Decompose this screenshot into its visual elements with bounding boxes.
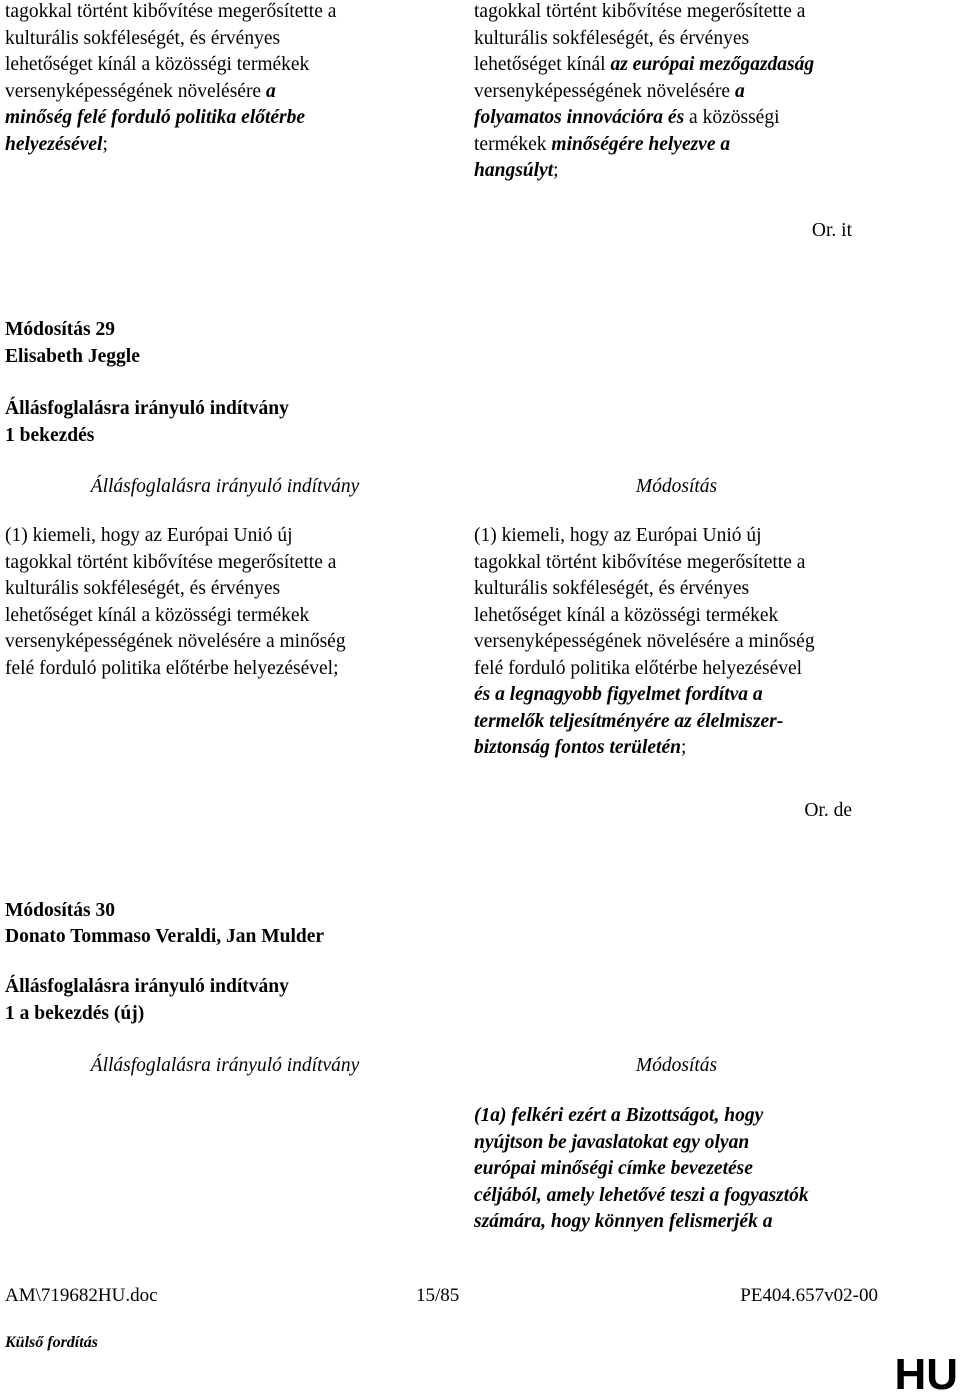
text-span-emph: minőségére helyezve a: [551, 133, 731, 155]
original-language-de: Or. de: [804, 800, 852, 821]
text-line: [474, 105, 944, 132]
amendment-author: Donato Tommaso Veraldi, Jan Mulder: [5, 926, 325, 947]
text-line: [474, 132, 944, 159]
text-line: [5, 79, 445, 106]
text-line: versenyképességének növelésére a minőség: [474, 631, 815, 652]
text-line-emph: (1a) felkéri ezért a Bizottságot, hogy: [474, 1105, 764, 1126]
column-header-amendment: Módosítás: [635, 1055, 718, 1076]
footer-page-number: 15/85: [416, 1285, 460, 1306]
text-line: tagokkal történt kibővítése megerősítette a: [474, 551, 806, 573]
footer-translation-note: Külső fordítás: [5, 1334, 98, 1351]
text-line: kulturális sokféleségét, és érvényes: [474, 578, 750, 599]
column-header-proposal: Állásfoglalásra irányuló indítvány: [90, 476, 360, 497]
text-span-emph: hangsúlyt: [474, 160, 554, 181]
text-line: lehetőséget kínál a közösségi termékek: [5, 54, 310, 75]
text-span: versenyképességének növelésére: [5, 80, 266, 102]
text-line: kulturális sokféleségét, és érvényes: [5, 578, 281, 599]
text-line: lehetőséget kínál a közösségi termékek: [474, 604, 779, 626]
text-line: lehetőséget kínál a közösségi termékek: [5, 604, 310, 626]
text-line: felé forduló politika előtérbe helyezésével;: [5, 657, 339, 679]
text-line: [474, 735, 944, 762]
paragraph-ref: 1 bekezdés: [5, 425, 95, 446]
text-span: a közösségi: [684, 107, 780, 128]
text-line: [5, 132, 445, 159]
paragraph-ref: 1 a bekezdés (új): [5, 1003, 145, 1024]
text-span-emph: a: [265, 80, 276, 102]
original-language-it: Or. it: [811, 220, 852, 241]
text-line: tagokkal történt kibővítése megerősítette a: [5, 1, 337, 22]
language-code: HU: [894, 1350, 958, 1399]
proposal-text: [5, 523, 445, 682]
text-span: versenyképességének növelésére: [474, 80, 735, 102]
text-line: [474, 79, 944, 106]
text-line: tagokkal történt kibővítése megerősítette a: [474, 1, 806, 22]
column-header-proposal: Állásfoglalásra irányuló indítvány: [90, 1055, 360, 1076]
text-span: termékek: [474, 133, 552, 155]
text-span-emph: az európai mezőgazdaság: [610, 54, 815, 75]
text-line: (1) kiemeli, hogy az Európai Unió új: [474, 525, 762, 546]
text-line-emph: termelők teljesítményére az élelmiszer-: [474, 710, 784, 732]
text-line-emph: és a legnagyobb figyelmet fordítva a: [474, 684, 763, 705]
text-line: kulturális sokféleségét, és érvényes: [5, 27, 281, 49]
text-span-emph: folyamatos innovációra és: [474, 107, 685, 128]
text-line-emph: európai minőségi címke bevezetése: [474, 1158, 753, 1179]
top-left-column: [5, 0, 445, 158]
footer-doc-ref: AM\719682HU.doc: [5, 1285, 158, 1306]
text-line-emph: számára, hogy könnyen felismerjék a: [474, 1211, 773, 1232]
amendment-number: Módosítás 29: [5, 319, 115, 340]
amendment-text: [474, 523, 944, 762]
text-span: ;: [680, 737, 687, 758]
top-right-column: [474, 0, 944, 185]
text-line: versenyképességének növelésére a minőség: [5, 631, 346, 652]
text-line: [474, 52, 944, 79]
text-line-emph: céljából, amely lehetővé teszi a fogyasztók: [474, 1184, 809, 1206]
text-line: tagokkal történt kibővítése megerősítette a: [5, 551, 337, 573]
document-type: Állásfoglalásra irányuló indítvány: [5, 976, 289, 997]
text-line-emph: minőség felé forduló politika előtérbe: [5, 107, 306, 128]
document-type: Állásfoglalásra irányuló indítvány: [5, 398, 289, 419]
column-header-amendment: Módosítás: [635, 476, 718, 497]
text-span-emph: biztonság fontos területén: [474, 737, 681, 758]
text-line: felé forduló politika előtérbe helyezésével: [474, 657, 803, 679]
text-line: (1) kiemeli, hogy az Európai Unió új: [5, 525, 293, 546]
text-span: ;: [553, 160, 559, 181]
text-span-emph: helyezésével: [5, 133, 103, 155]
text-span: lehetőséget kínál: [474, 54, 611, 75]
text-line: [474, 158, 944, 185]
amendment-author: Elisabeth Jeggle: [5, 346, 140, 367]
text-line: kulturális sokféleségét, és érvényes: [474, 27, 750, 49]
text-span: ;: [102, 133, 108, 155]
footer-pe-ref: PE404.657v02-00: [740, 1285, 878, 1306]
text-line-emph: nyújtson be javaslatokat egy olyan: [474, 1131, 750, 1153]
amendment-text: [474, 1103, 944, 1236]
text-span-emph: a: [734, 80, 745, 102]
amendment-number: Módosítás 30: [5, 900, 115, 921]
